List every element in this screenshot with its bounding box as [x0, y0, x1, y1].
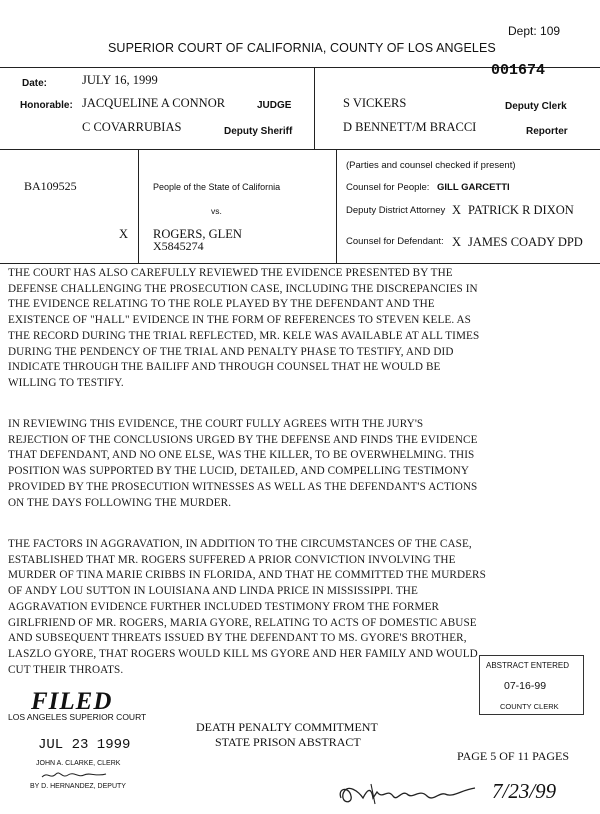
filed-deputy: BY D. HERNANDEZ, DEPUTY: [30, 783, 126, 790]
defendant-id: X5845274: [153, 239, 204, 253]
filed-stamp: FILED: [31, 688, 113, 715]
body-paragraph-2: IN REVIEWING THIS EVIDENCE, THE COURT FULLY AGREES WITH THE JURY'S REJECTION OF THE CONCLUSIONS URGED BY THE DEFENSE AND FINDS THE EVIDENCE THAT DEFENDANT, AND NO ONE ELSE, WAS THE KILLER, TO BE OVERWHELMING. THIS POSITION WAS SUPPORTED BY THE LUCID, DETAILED, AND COMPELLING TESTIMONY PROVIDED BY THE PROSECUTION WITNESSES AS WELL AS THE DEFENDANT'S ACTIONS ON THE DAYS FOLLOWING THE MURDER.: [8, 418, 478, 509]
defendant-present-mark: X: [119, 227, 129, 241]
deputy-sheriff-label: Deputy Sheriff: [224, 126, 293, 137]
honorable-label: Honorable:: [20, 100, 73, 111]
versus-label: vs.: [211, 206, 222, 216]
filed-clerk: JOHN A. CLARKE, CLERK: [36, 760, 121, 767]
judge-name: JACQUELINE A CONNOR: [82, 96, 226, 110]
counsel-def-label: Counsel for Defendant:: [346, 236, 444, 247]
dept-number: Dept: 109: [508, 24, 561, 38]
counsel-def-name: JAMES COADY DPD: [468, 235, 583, 249]
footer-title-1: DEATH PENALTY COMMITMENT: [196, 720, 378, 734]
county-clerk-label: COUNTY CLERK: [500, 702, 559, 711]
date-label: Date:: [22, 78, 48, 89]
plaintiff-name: People of the State of California: [153, 182, 281, 192]
parties-divider-left: [138, 149, 139, 263]
reporter-name: D BENNETT/M BRACCI: [343, 120, 477, 134]
parties-divider-right: [336, 149, 337, 263]
body-paragraph-3: THE FACTORS IN AGGRAVATION, IN ADDITION TO THE CIRCUMSTANCES OF THE CASE, ESTABLISHED THAT MR. ROGERS SUFFERED A PRIOR CONVICTION INVOLVING THE MURDER OF TINA MARIE CRIBBS IN FLORIDA, AND THAT HE COMMITTED THE MURDERS OF ANDY LOU SUTTON IN LOUISIANA AND LINDA PRICE IN MISSISSIPPI. THE AGGRAVATION EVIDENCE FURTHER INCLUDED TESTIMONY FROM THE FORMER GIRLFRIEND OF MR. ROGERS, MARIA GYORE, RELATING TO ACTS OF DOMESTIC ABUSE AND SUBSEQUENT THREATS ISSUED BY THE DEFENDANT TO MS. GYORE'S BROTHER, LASZLO GYORE, THAT ROGERS WOULD KILL MS GYORE AND HER FAMILY AND WOULD CUT THEIR THROATS.: [8, 538, 486, 676]
dda-name: PATRICK R DIXON: [468, 203, 574, 217]
counsel-def-present-mark: X: [452, 235, 462, 249]
clerk-signature: [335, 778, 485, 808]
deputy-clerk-name: S VICKERS: [343, 96, 407, 110]
deputy-clerk-label: Deputy Clerk: [505, 101, 567, 112]
dda-present-mark: X: [452, 203, 462, 217]
reporter-label: Reporter: [526, 126, 568, 137]
judge-label: JUDGE: [257, 100, 292, 111]
abstract-date: 07-16-99: [504, 680, 547, 692]
case-id: BA109525: [24, 179, 77, 193]
body-paragraph-1: THE COURT HAS ALSO CAREFULLY REVIEWED THE EVIDENCE PRESENTED BY THE DEFENSE CHALLENGING THE PROSECUTION CASE, INCLUDING THE DISCREPANCIES IN THE EVIDENCE RELATING TO THE ROLE PLAYED BY THE DEFENDANT AND THE EXISTENCE OF "HALL" EVIDENCE IN THE FORM OF REFERENCES TO STEVEN KELE. AS THE RECORD DURING THE TRIAL REFLECTED, MR. KELE WAS AVAILABLE AT ALL TIMES DURING THE PENDENCY OF THE TRIAL AND PENALTY PHASE TO TESTIFY, AND DID INDICATE THROUGH THE BAILIFF AND THROUGH COUNSEL THAT HE WOULD BE WILLING TO TESTIFY.: [8, 267, 480, 389]
header-divider: [314, 67, 315, 149]
court-title: SUPERIOR COURT OF CALIFORNIA, COUNTY OF LOS ANGELES: [108, 41, 496, 55]
page-number: PAGE 5 OF 11 PAGES: [457, 749, 570, 763]
filed-date: JUL 23 1999: [38, 737, 131, 753]
deputy-sheriff-name: C COVARRUBIAS: [82, 120, 182, 134]
deputy-initials-signature: [40, 768, 110, 782]
counsel-people-label: Counsel for People:: [346, 182, 430, 193]
footer-title-2: STATE PRISON ABSTRACT: [215, 735, 361, 749]
defendant-name: ROGERS, GLEN: [153, 227, 242, 241]
filed-court: LOS ANGELES SUPERIOR COURT: [8, 712, 147, 722]
date-value: JULY 16, 1999: [82, 73, 158, 87]
signature-date: 7/23/99: [492, 779, 557, 803]
abstract-entered-label: ABSTRACT ENTERED: [486, 661, 569, 670]
header-bottom-rule: [0, 149, 600, 150]
case-number-top: 001674: [491, 62, 546, 79]
presence-note: (Parties and counsel checked if present): [346, 160, 516, 171]
dda-label: Deputy District Attorney: [346, 205, 446, 216]
parties-bottom-rule: [0, 263, 600, 264]
counsel-people-name: GILL GARCETTI: [437, 182, 510, 193]
